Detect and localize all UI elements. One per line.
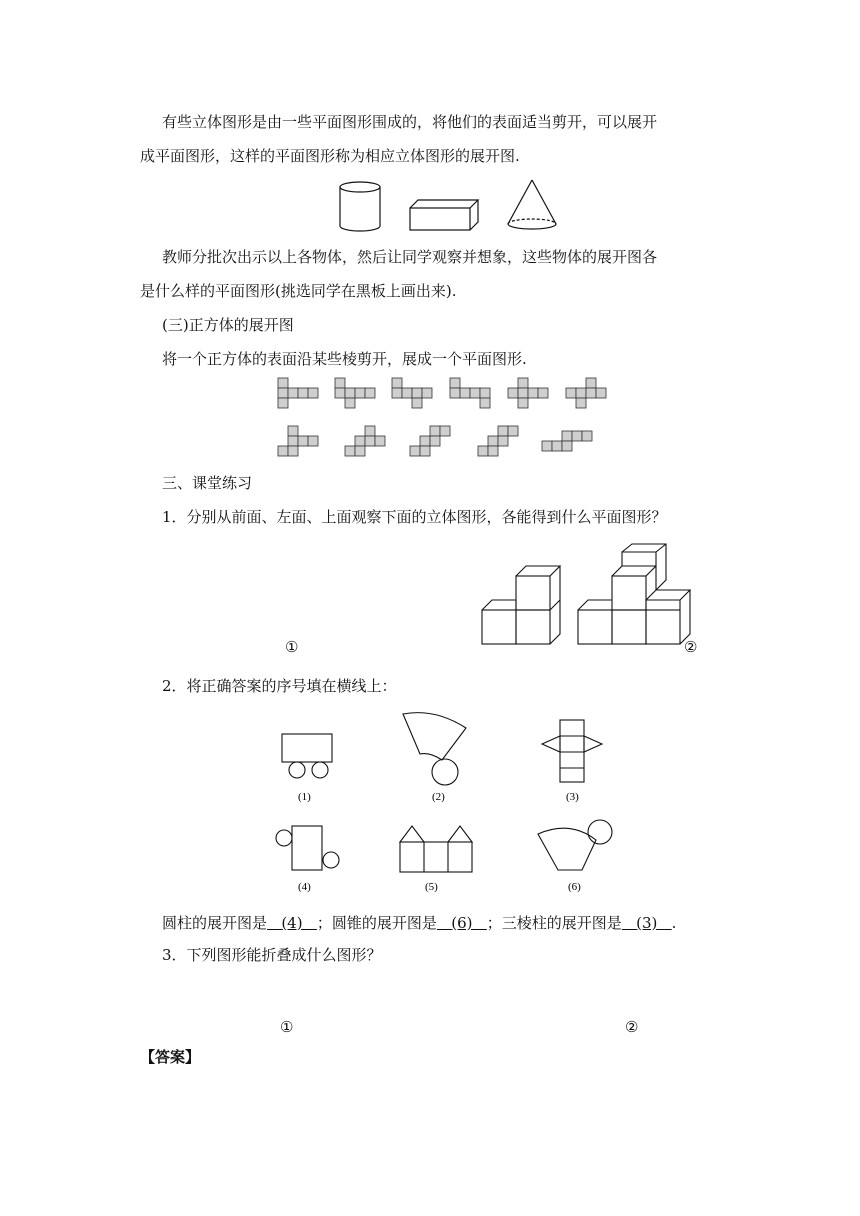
cube-net xyxy=(450,378,490,408)
q1-text: 1．分别从前面、左面、上面观察下面的立体图形，各能得到什么平面图形？ xyxy=(162,508,667,526)
answer-blank-1: (4) xyxy=(281,914,303,932)
cube-net xyxy=(566,378,606,408)
net-option-4 xyxy=(276,826,339,870)
net-label-5: (5) xyxy=(425,881,438,893)
answer-end: . xyxy=(671,914,677,932)
cube-nets-figure xyxy=(270,376,615,462)
q2-nets-figure xyxy=(270,706,620,896)
cube-stack-1 xyxy=(482,566,560,644)
cone-shape xyxy=(508,180,556,229)
net-option-3 xyxy=(542,720,602,782)
answer-blank-3: (3) xyxy=(636,914,658,932)
section-practice: 三、课堂练习 xyxy=(162,474,253,492)
net-option-6 xyxy=(538,820,612,870)
cube-net xyxy=(410,426,450,456)
cube-net xyxy=(508,378,548,408)
q1-solid-figures xyxy=(480,548,705,648)
net-label-6: (6) xyxy=(568,881,581,893)
cube-nets-desc: 将一个正方体的表面沿某些棱剪开，展成一个平面图形. xyxy=(162,350,527,368)
cube-net xyxy=(345,426,385,456)
cube-nets-row1 xyxy=(278,378,606,408)
cube-stack-2 xyxy=(578,544,690,644)
q3-text: 3．下列图形能折叠成什么图形？ xyxy=(162,946,382,964)
q3-label-2: ② xyxy=(625,1018,639,1036)
cube-net xyxy=(278,426,318,456)
cube-net xyxy=(278,378,318,408)
cube-net xyxy=(335,378,375,408)
net-option-5 xyxy=(400,826,472,872)
net-label-1: (1) xyxy=(298,791,311,803)
net-option-2 xyxy=(403,713,466,785)
q1-label-1: ① xyxy=(285,638,299,656)
cube-nets-row2 xyxy=(278,426,592,456)
net-label-3: (3) xyxy=(566,791,579,803)
answer-prefix-3: ；三棱柱的展开图是 xyxy=(486,914,622,932)
cuboid-shape xyxy=(410,200,478,230)
answer-prefix-2: ；圆锥的展开图是 xyxy=(316,914,437,932)
cube-net xyxy=(478,426,518,456)
net-label-2: (2) xyxy=(432,791,445,803)
para1-line1: 有些立体图形是由一些平面图形围成的，将他们的表面适当剪开，可以展开 xyxy=(162,113,658,131)
q2-answer-line xyxy=(162,913,676,933)
solids-figure xyxy=(338,180,560,236)
cube-net xyxy=(542,431,592,451)
cube-net xyxy=(392,378,432,408)
net-label-4: (4) xyxy=(298,881,311,893)
q2-text: 2．将正确答案的序号填在横线上： xyxy=(162,677,397,695)
para1-line2: 成平面图形，这样的平面图形称为相应立体图形的展开图. xyxy=(140,147,520,165)
section-cube-nets: (三)正方体的展开图 xyxy=(162,316,294,334)
answer-heading: 【答案】 xyxy=(140,1048,201,1066)
para2-line1: 教师分批次出示以上各物体，然后让同学观察并想象，这些物体的展开图各 xyxy=(162,248,658,266)
cylinder-shape xyxy=(340,182,380,231)
answer-prefix-1: 圆柱的展开图是 xyxy=(162,914,268,932)
net-option-1 xyxy=(282,734,332,778)
q1-label-2: ② xyxy=(684,638,698,656)
para2-line2: 是什么样的平面图形(挑选同学在黑板上画出来). xyxy=(140,282,457,300)
q3-label-1: ① xyxy=(280,1018,294,1036)
answer-blank-2: (6) xyxy=(451,914,473,932)
